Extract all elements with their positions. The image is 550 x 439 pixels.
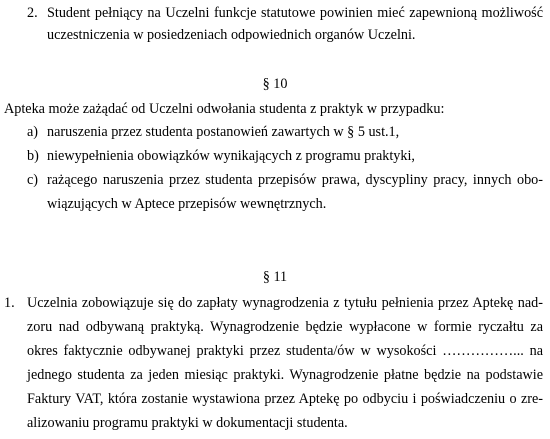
list-item: wiązujących w Aptece przepisów wewnętrznych. [47, 196, 327, 212]
paragraph-line: alizowaniu programu praktyki w dokumentacji studenta. [27, 415, 348, 431]
list-marker: c) [27, 172, 39, 188]
list-number: 1. [4, 295, 15, 311]
paragraph-line: uczestniczenia w posiedzeniach odpowiednich organów Uczelni. [47, 27, 416, 43]
paragraph-line: zoru nad odbywaną praktyką. Wynagrodzenie będzie wypłacone w formie ryczałtu za [27, 319, 543, 335]
section-heading: § 10 [262, 76, 288, 92]
list-number: 2. [27, 5, 38, 21]
section-intro: Apteka może zażądać od Uczelni odwołania studenta z praktyk w przypadku: [4, 101, 445, 117]
list-marker: a) [27, 124, 39, 140]
paragraph-line: Faktury VAT, która zostanie wystawiona przez Aptekę po odbyciu i poświadczeniu o zre- [27, 391, 543, 407]
list-item: niewypełnienia obowiązków wynikających z programu praktyki, [47, 148, 415, 164]
paragraph-line: Student pełniący na Uczelni funkcje statutowe powinien mieć zapewnioną możliwość [47, 5, 543, 21]
paragraph-line: Uczelnia zobowiązuje się do zapłaty wynagrodzenia z tytułu pełnienia przez Aptekę nad- [27, 295, 543, 311]
section-heading: § 11 [262, 269, 288, 285]
paragraph-line: jednego studenta za jeden miesiąc praktyki. Wynagrodzenie płatne będzie na podstawie [27, 367, 543, 383]
paragraph-line: okres faktycznie odbywanej praktyki przez studenta/ów w wysokości ……………... na [27, 343, 543, 359]
list-item: rażącego naruszenia przez studenta przepisów prawa, dyscypliny pracy, innych obo- [47, 172, 543, 188]
list-marker: b) [27, 148, 39, 164]
list-item: naruszenia przez studenta postanowień zawartych w § 5 ust.1, [47, 124, 400, 140]
